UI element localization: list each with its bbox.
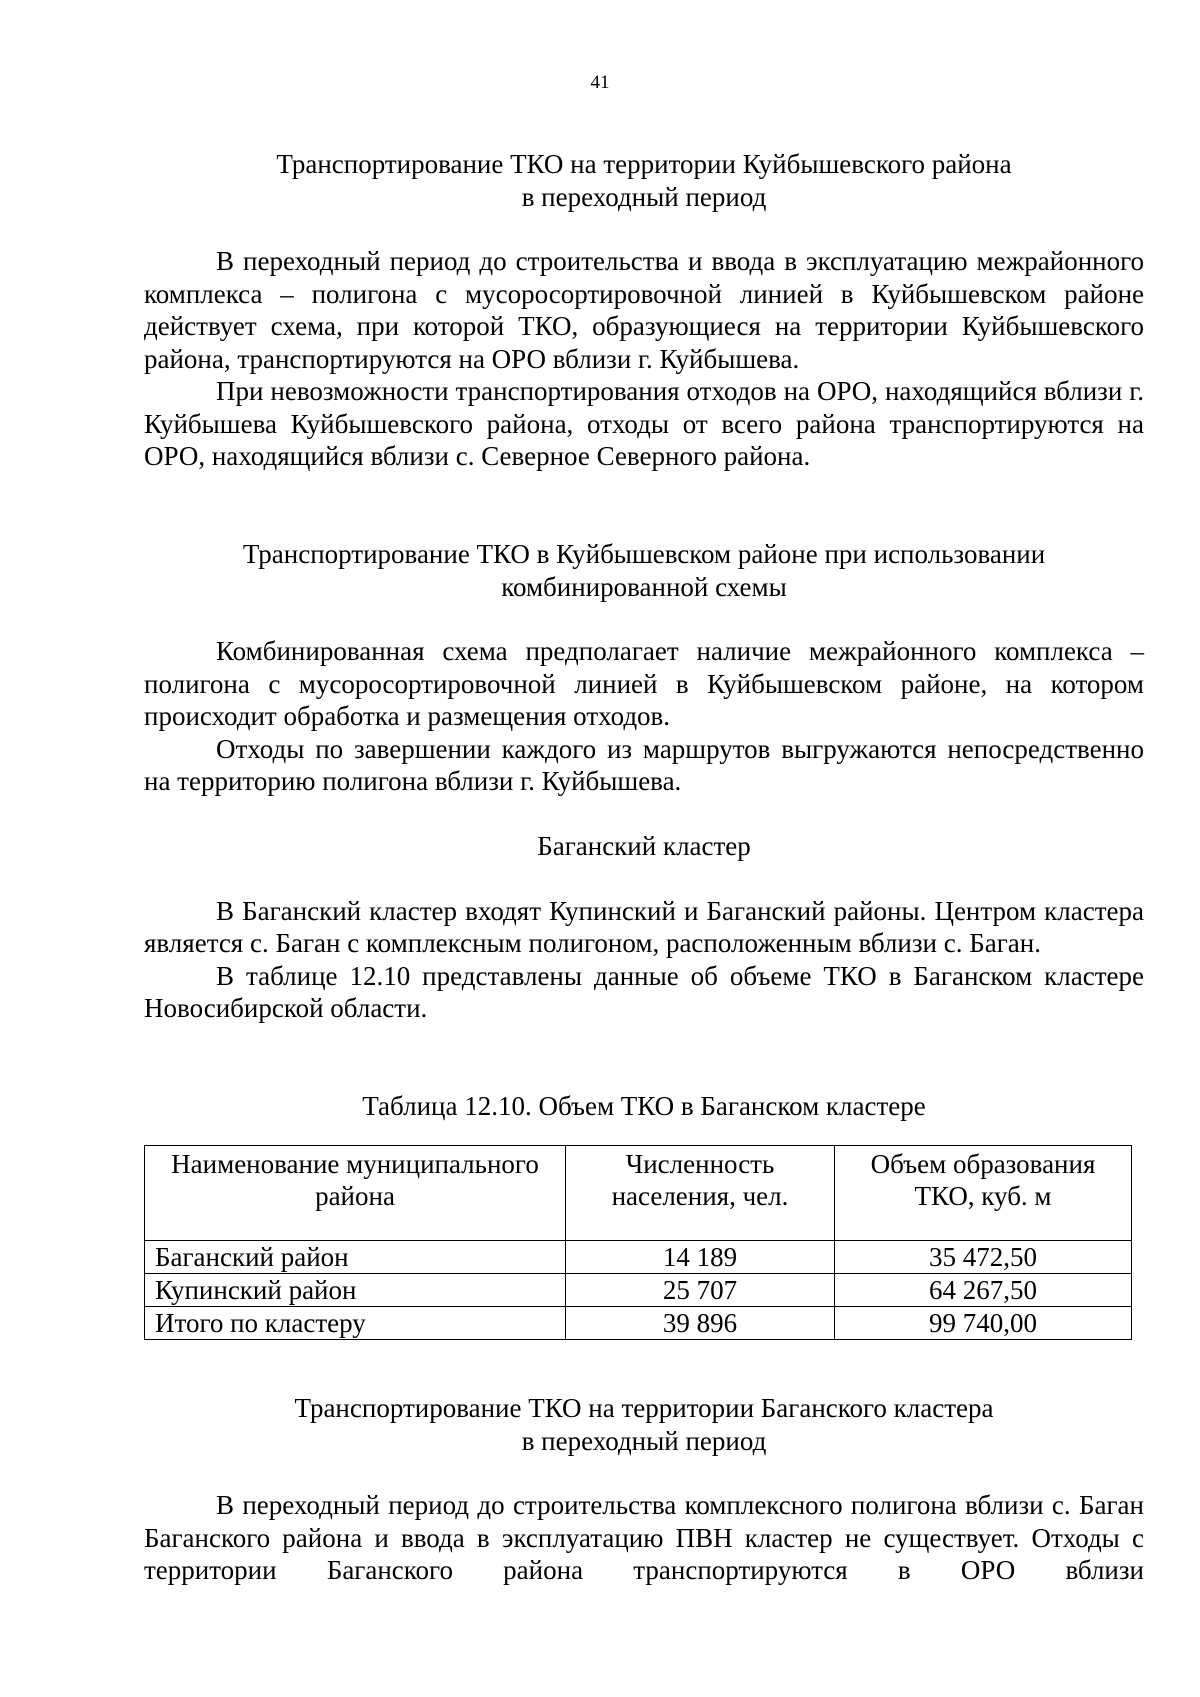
table-cell: Итого по кластеру [145, 1306, 566, 1339]
table-cell: 14 189 [566, 1240, 835, 1273]
table-header-row [145, 1145, 1132, 1240]
page-number: 41 [590, 72, 610, 93]
section-heading: в переходный период [521, 1425, 767, 1456]
section-heading: Транспортирование ТКО на территории Баганского кластера [294, 1393, 994, 1423]
column-header: Наименование муниципального района [145, 1145, 566, 1240]
section-heading: Транспортирование ТКО на территории Куйбышевского района [276, 149, 1012, 179]
table-row [145, 1240, 1132, 1273]
paragraph: В Баганский кластер входят Купинский и Баганский районы. Центром кластера является с. Баган с комплексным полигоном, расположенным вблизи с. Баган. [144, 895, 1144, 958]
section-bagan-cluster [144, 830, 1144, 1025]
paragraph: При невозможности транспортирования отходов на ОРО, находящийся вблизи г. Куйбышева Куйбышевского района, отходы от всего района транспортируются на ОРО, находящийся вблизи с. Северное Северного района. [144, 376, 1144, 471]
section-heading: Баганский кластер [537, 831, 751, 861]
paragraph: Комбинированная схема предполагает наличие межрайонного комплекса – полигона с мусоросортировочной линией в Куйбышевском районе, на котором происходит обработка и размещения отходов. [144, 636, 1144, 731]
section-bagan-transitional [144, 1392, 1144, 1587]
paragraph: В таблице 12.10 представлены данные об объеме ТКО в Баганском кластере Новосибирской области. [144, 960, 1144, 1023]
paragraph: В переходный период до строительства и ввода в эксплуатацию межрайонного комплекса – полигона с мусоросортировочной линией в Куйбышевском районе действует схема, при которой ТКО, образующиеся на территории Куйбышевского района, транспортируются на ОРО вблизи г. Куйбышева. [144, 246, 1144, 374]
table-cell: 39 896 [566, 1306, 835, 1339]
table-row [145, 1273, 1132, 1306]
column-header: Объем образования ТКО, куб. м [835, 1145, 1132, 1240]
table-cell: 25 707 [566, 1273, 835, 1306]
tko-volume-table [144, 1145, 1132, 1340]
table-cell: 99 740,00 [835, 1306, 1132, 1339]
table-cell: 64 267,50 [835, 1273, 1132, 1306]
table-block [144, 1090, 1144, 1340]
section-heading: комбинированной схемы [501, 571, 787, 602]
section-heading: в переходный период [521, 181, 767, 212]
paragraph: В переходный период до строительства комплексного полигона вблизи с. Баган Баганского района и ввода в эксплуатацию ПВН кластер не существует. Отходы с территории Баганского района транспортируются в ОРО вблизи [144, 1490, 1144, 1585]
table-cell: 35 472,50 [835, 1240, 1132, 1273]
table-cell: Купинский район [145, 1273, 566, 1306]
column-header: Численность населения, чел. [566, 1145, 835, 1240]
table-cell: Баганский район [145, 1240, 566, 1273]
section-heading: Транспортирование ТКО в Куйбышевском районе при использовании [242, 539, 1046, 569]
table-caption: Таблица 12.10. Объем ТКО в Баганском кластере [362, 1091, 926, 1121]
paragraph: Отходы по завершении каждого из маршрутов выгружаются непосредственно на территорию полигона вблизи г. Куйбышева. [144, 733, 1144, 796]
section-kuibyshev-transitional [144, 148, 1144, 473]
section-kuibyshev-combined [144, 538, 1144, 798]
table-row [145, 1306, 1132, 1339]
